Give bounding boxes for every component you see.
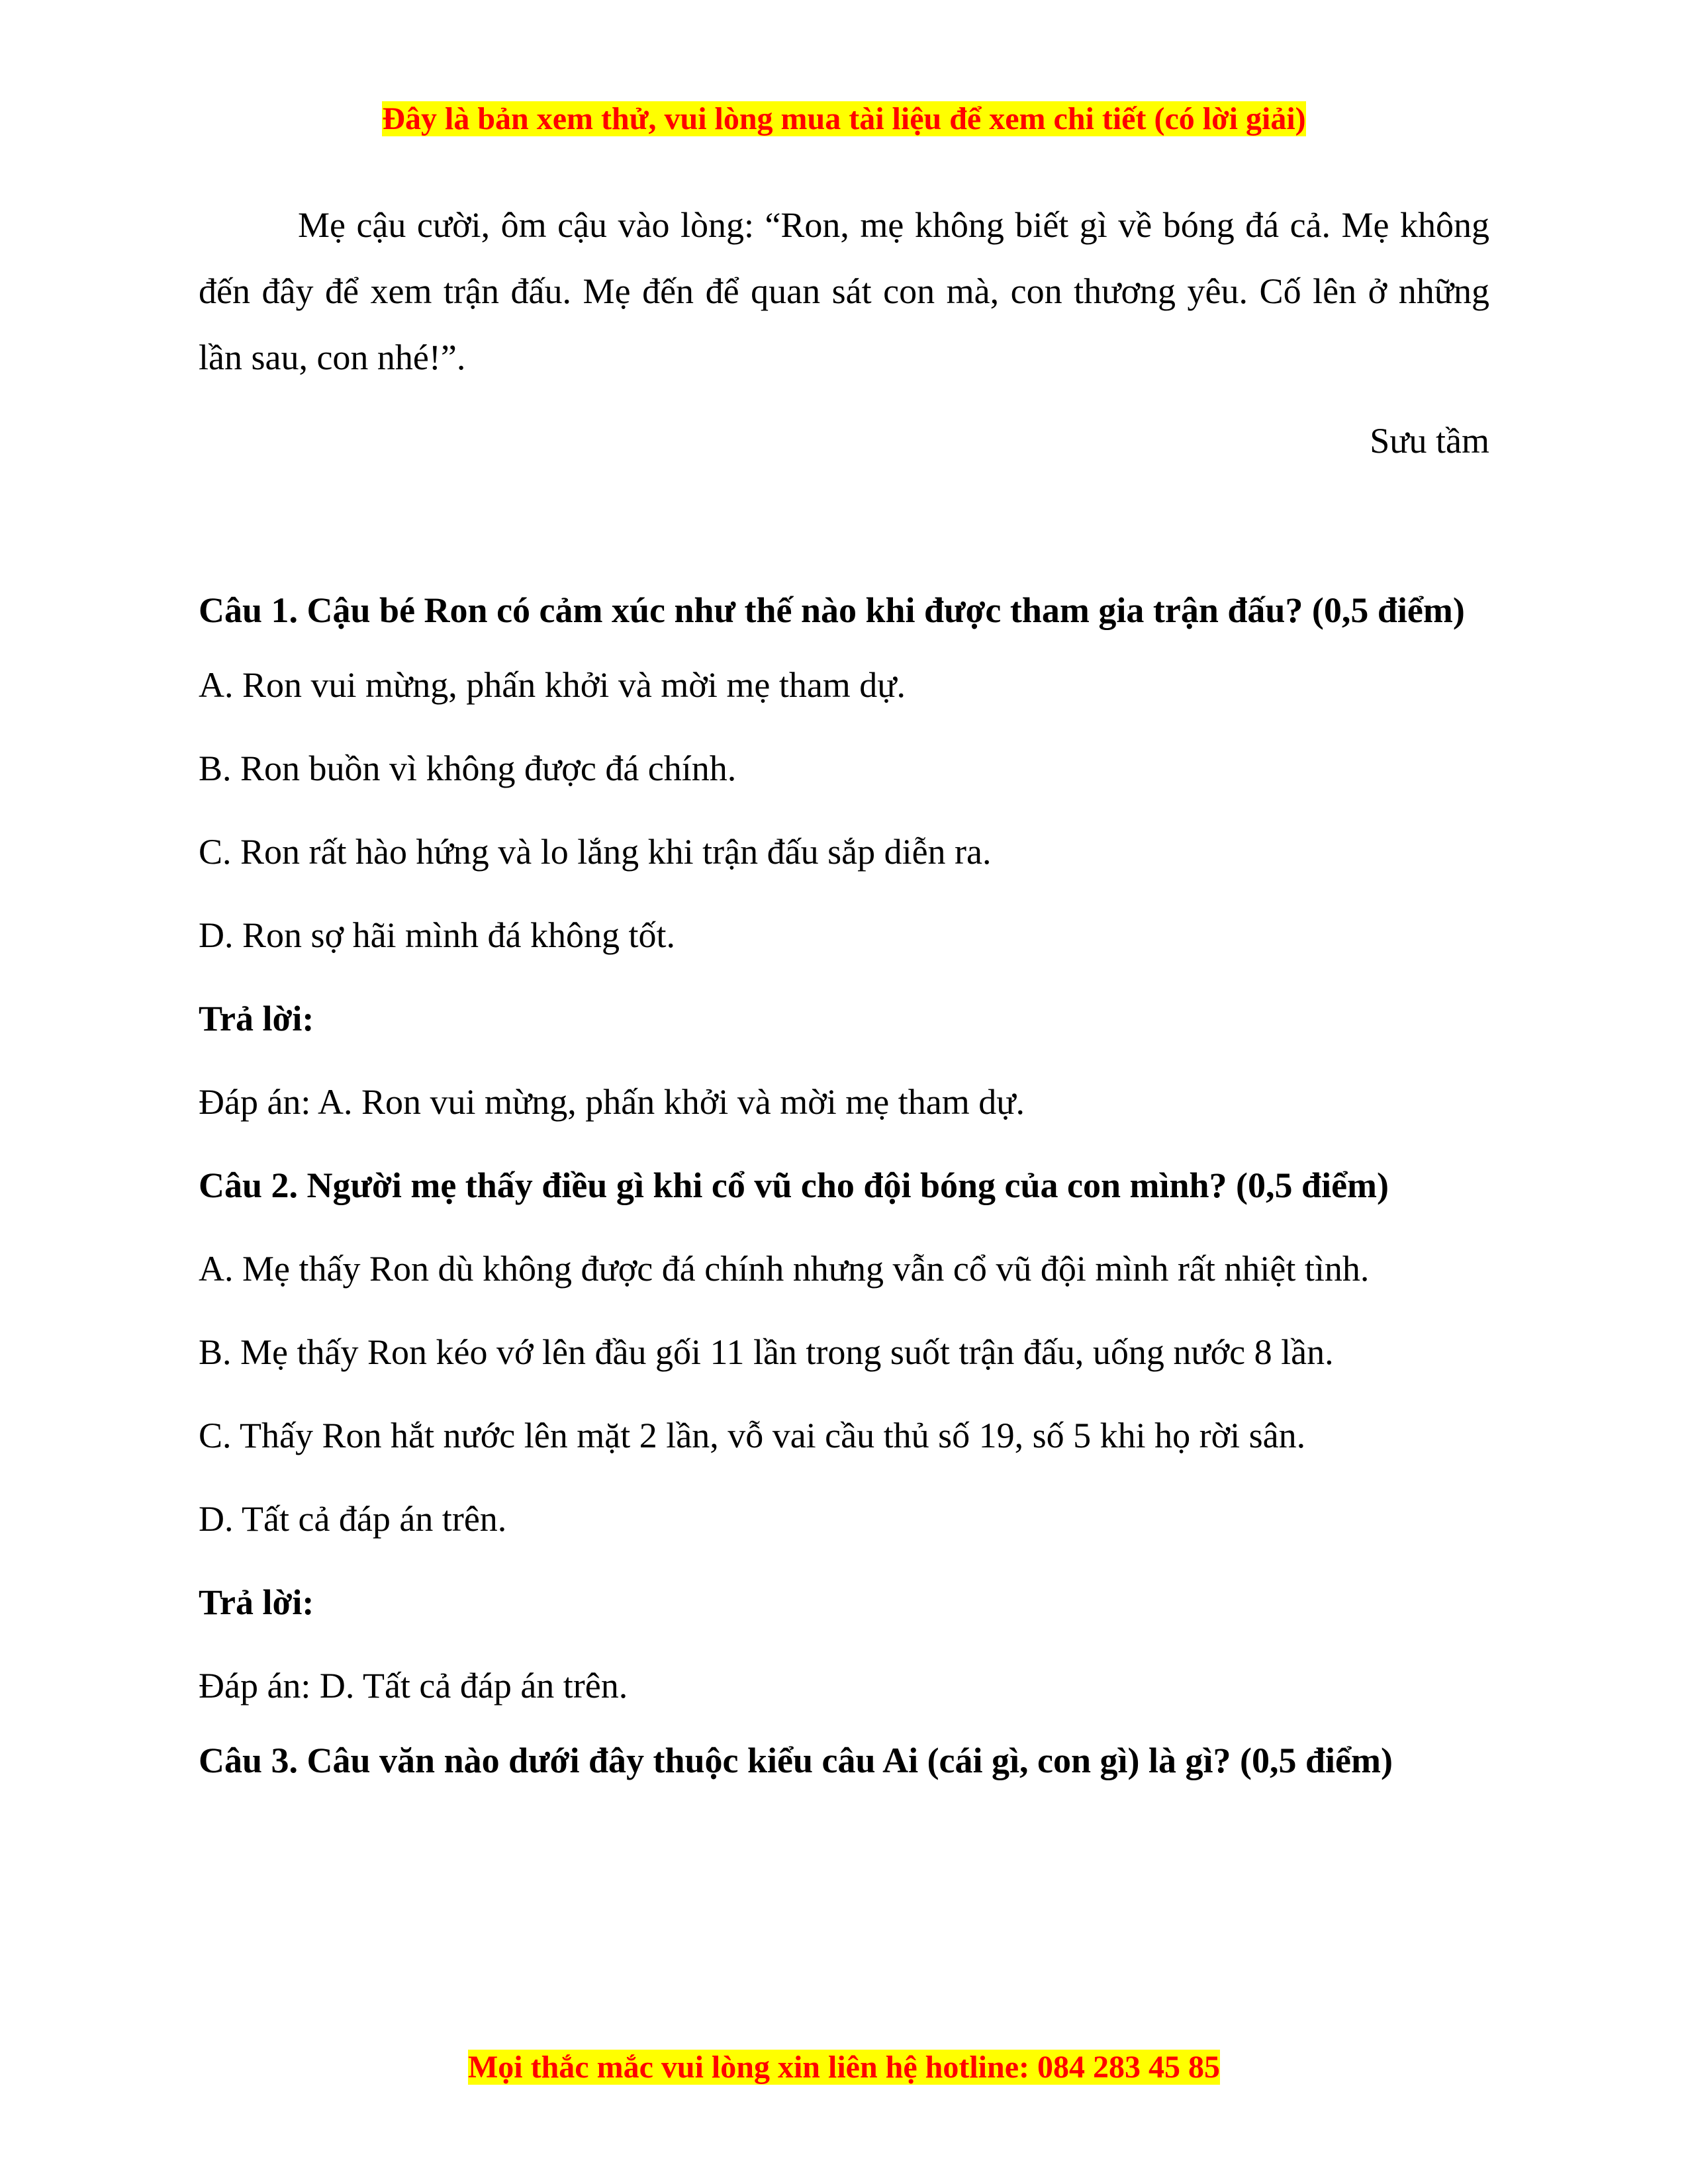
- option-b: B. Mẹ thấy Ron kéo vớ lên đầu gối 11 lần trong suốt trận đấu, uống nước 8 lần.: [199, 1332, 1334, 1372]
- question-title: Câu 1. Cậu bé Ron có cảm xúc như thế nào khi được tham gia trận đấu? (0,5 điểm): [199, 590, 1465, 630]
- question-2: [199, 1144, 1489, 1727]
- question-title: Câu 3. Câu văn nào dưới đây thuộc kiểu câu Ai (cái gì, con gì) là gì? (0,5 điểm): [199, 1741, 1393, 1780]
- option-c: C. Thấy Ron hắt nước lên mặt 2 lần, vỗ vai cầu thủ số 19, số 5 khi họ rời sân.: [199, 1416, 1306, 1455]
- answer-label: Trả lời:: [199, 1582, 314, 1622]
- preview-notice-banner: [0, 99, 1688, 139]
- answer-text: Đáp án: D. Tất cả đáp án trên.: [199, 1666, 628, 1706]
- option-a: A. Mẹ thấy Ron dù không được đá chính nhưng vẫn cổ vũ đội mình rất nhiệt tình.: [199, 1249, 1370, 1289]
- answer-text: Đáp án: A. Ron vui mừng, phấn khởi và mời mẹ tham dự.: [199, 1082, 1025, 1122]
- story-paragraph: Mẹ cậu cười, ôm cậu vào lòng: “Ron, mẹ không biết gì về bóng đá cả. Mẹ không đến đây để xem trận đấu. Mẹ đến để quan sát con mà, con thương yêu. Cố lên ở những lần sau, con nhé!”.: [199, 205, 1489, 377]
- option-a: A. Ron vui mừng, phấn khởi và mời mẹ tham dự.: [199, 665, 906, 705]
- hotline-banner: [0, 2048, 1688, 2087]
- option-c: C. Ron rất hào hứng và lo lắng khi trận đấu sắp diễn ra.: [199, 832, 992, 872]
- document-body: [199, 192, 1489, 1794]
- answer-label: Trả lời:: [199, 999, 314, 1038]
- option-d: D. Ron sợ hãi mình đá không tốt.: [199, 915, 676, 955]
- story-source: Sưu tầm: [1370, 421, 1489, 461]
- question-1: [199, 577, 1489, 1144]
- option-b: B. Ron buồn vì không được đá chính.: [199, 749, 737, 788]
- option-d: D. Tất cả đáp án trên.: [199, 1499, 507, 1539]
- hotline-text: Mọi thắc mắc vui lòng xin liên hệ hotline: 084 283 45 85: [467, 2050, 1220, 2085]
- question-3: [199, 1727, 1489, 1794]
- preview-notice-text: Đây là bản xem thử, vui lòng mua tài liệu để xem chi tiết (có lời giải): [382, 101, 1306, 136]
- question-title: Câu 2. Người mẹ thấy điều gì khi cổ vũ cho đội bóng của con mình? (0,5 điểm): [199, 1165, 1389, 1205]
